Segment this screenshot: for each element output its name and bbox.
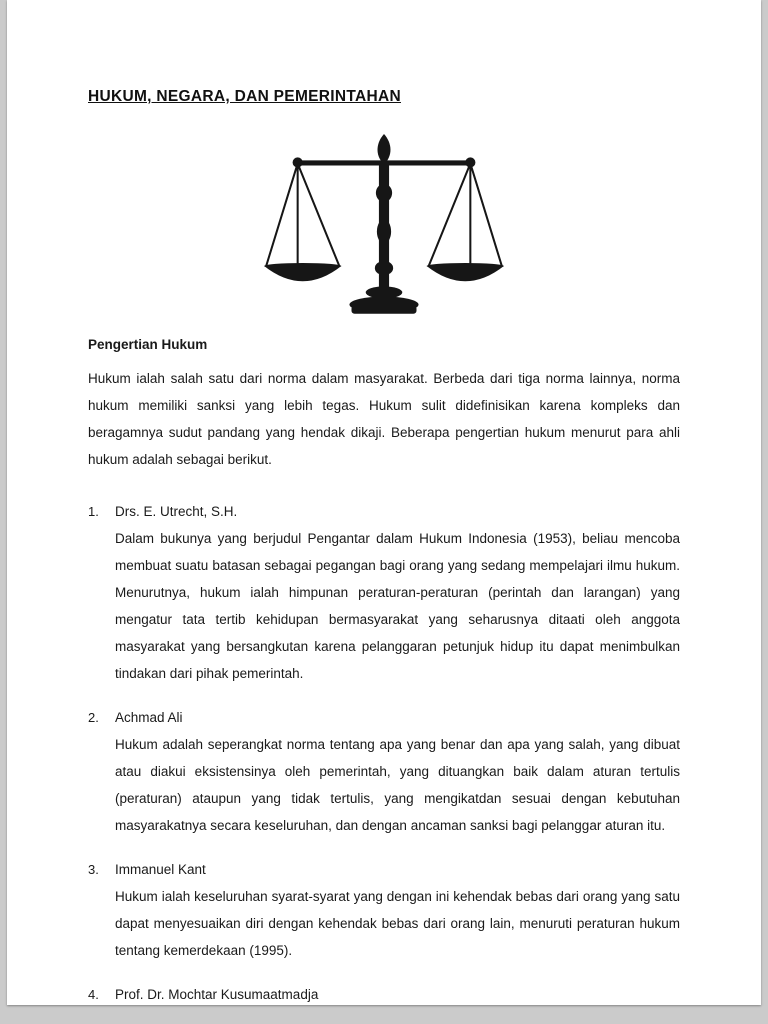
expert-definition: Hukum ialah keseluruhan syarat-syarat yang dengan ini kehendak bebas dari orang yang satu dapat menyesuaikan diri dengan kehendak bebas dari orang lain, menuruti peraturan hukum tentang kemerdekaan (1995). bbox=[115, 889, 680, 958]
expert-definition: Hukum adalah seperangkat norma tentang apa yang benar dan apa yang salah, yang dibuat atau diakui eksistensinya oleh pemerintah, yang dituangkan baik dalam aturan tertulis (peraturan) ataupun yang tidak tertulis, yang mengikatdan sesuai dengan kebutuhan masyarakatnya secara keseluruhan, dan dengan ancaman sanksi bagi pelanggar aturan itu. bbox=[115, 737, 680, 833]
section-heading: Pengertian Hukum bbox=[88, 337, 208, 352]
list-item bbox=[88, 708, 680, 839]
experts-list bbox=[88, 502, 680, 1005]
list-item bbox=[88, 985, 680, 1005]
list-item-number: 3. bbox=[88, 862, 99, 877]
expert-name: Achmad Ali bbox=[115, 710, 183, 725]
list-item-number: 1. bbox=[88, 504, 99, 519]
list-item-number: 2. bbox=[88, 710, 99, 725]
expert-name: Drs. E. Utrecht, S.H. bbox=[115, 504, 238, 519]
expert-name: Prof. Dr. Mochtar Kusumaatmadja bbox=[115, 987, 319, 1002]
document-title: HUKUM, NEGARA, DAN PEMERINTAHAN bbox=[88, 88, 401, 105]
intro-paragraph: Hukum ialah salah satu dari norma dalam masyarakat. Berbeda dari tiga norma lainnya, norma hukum memiliki sanksi yang lebih tegas. Hukum sulit didefinisikan karena kompleks dan beragamnya sudut pandang yang hendak dikaji. Beberapa pengertian hukum menurut para ahli hukum adalah sebagai berikut. bbox=[88, 371, 680, 467]
list-item-head bbox=[88, 708, 680, 728]
list-item-head bbox=[88, 502, 680, 522]
expert-definition: Dalam bukunya yang berjudul Pengantar dalam Hukum Indonesia (1953), beliau mencoba membuat suatu batasan sebagai pegangan bagi orang yang sedang mempelajari ilmu hukum. Menurutnya, hukum ialah himpunan peraturan-peraturan (perintah dan larangan) yang mengatur tata tertib kehidupan bermasyarakat yang seharusnya ditaati oleh anggota masyarakat yang bersangkutan karena pelanggaran petunjuk hidup itu dapat menimbulkan tindakan dari pihak pemerintah. bbox=[115, 531, 680, 681]
list-item-head bbox=[88, 860, 680, 880]
scales-of-justice-image bbox=[88, 134, 680, 327]
list-item bbox=[88, 860, 680, 964]
scales-of-justice-icon bbox=[262, 134, 506, 327]
expert-name: Immanuel Kant bbox=[115, 862, 206, 877]
list-item-head bbox=[88, 985, 680, 1005]
list-item-number: 4. bbox=[88, 987, 99, 1002]
document-page bbox=[7, 0, 761, 1005]
list-item bbox=[88, 502, 680, 687]
